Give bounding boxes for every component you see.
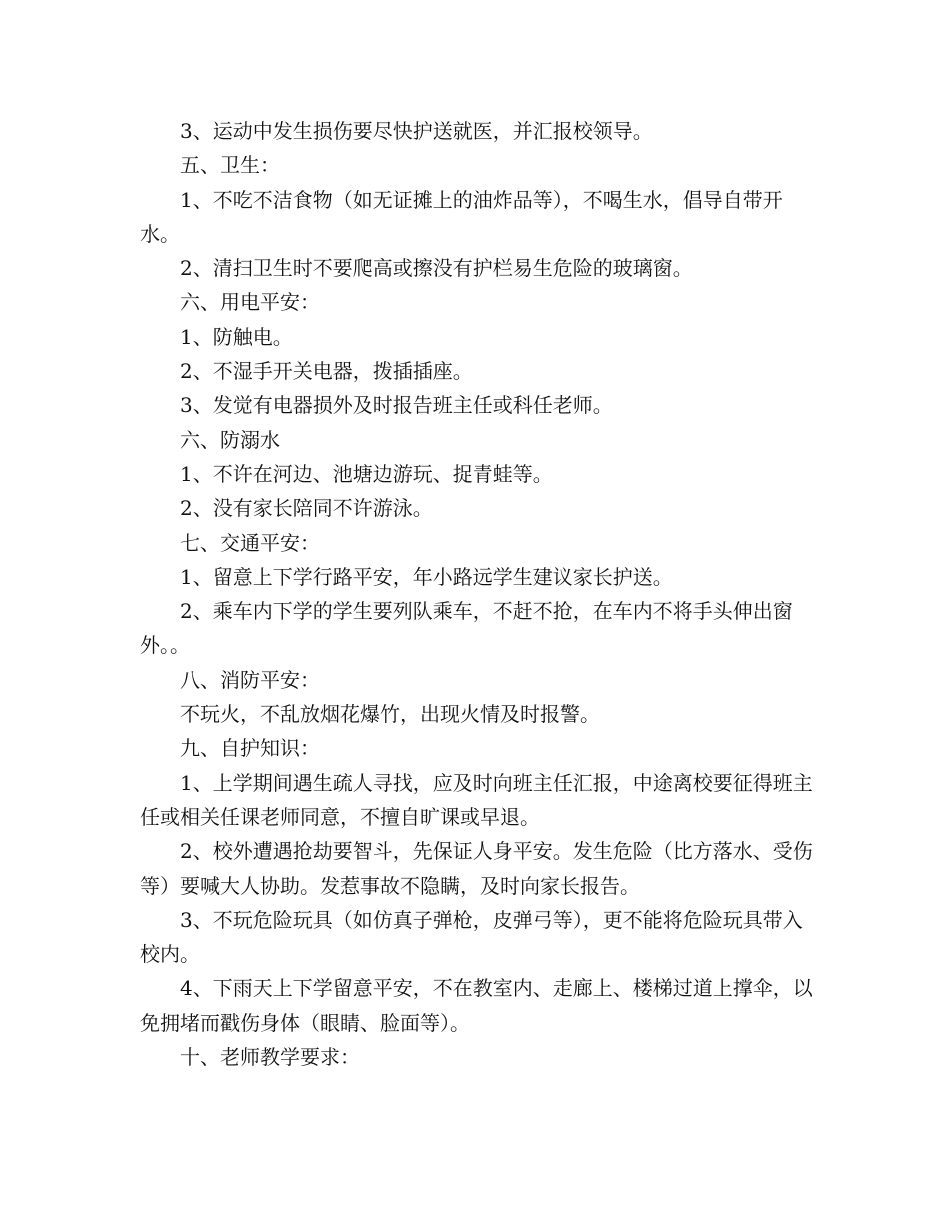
paragraph-13: 1、留意上下学行路平安，年小路远学生建议家长护送。	[180, 564, 673, 589]
paragraph-21: 4、下雨天上下学留意平安，不在教室内、走廊上、楼梯过道上撑伞，以免拥堵而戳伤身体（眼睛、脸面等）。	[140, 976, 813, 1035]
section-heading-fire: 八、消防平安：	[180, 667, 320, 692]
section-heading-electric-safety: 六、用电平安：	[180, 290, 320, 315]
paragraph-18: 1、上学期间遇生疏人寻找，应及时向班主任汇报，中途离校要征得班主任或相关任课老师同意，不擅自旷课或早退。	[140, 770, 813, 829]
section-heading-self-protection: 九、自护知识：	[180, 736, 320, 761]
paragraph-11: 2、没有家长陪同不许游泳。	[180, 496, 433, 521]
paragraph-6: 1、防触电。	[180, 324, 293, 349]
paragraph-20: 3、不玩危险玩具（如仿真子弹枪，皮弹弓等），更不能将危险玩具带入校内。	[140, 907, 803, 967]
section-heading-traffic: 七、交通平安：	[180, 530, 320, 555]
paragraph-8: 3、发觉有电器损外及时报告班主任或科任老师。	[180, 393, 613, 418]
paragraph-3: 1、不吃不洁食物（如无证摊上的油炸品等），不喝生水，倡导自带开水。	[140, 187, 783, 246]
paragraph-1: 3、运动中发生损伤要尽快护送就医，并汇报校领导。	[180, 119, 653, 143]
document-body	[140, 114, 820, 1074]
section-heading-drowning: 六、防溺水	[180, 427, 280, 452]
paragraph-16: 不玩火，不乱放烟花爆竹，出现火情及时报警。	[180, 702, 600, 727]
paragraph-7: 2、不湿手开关电器，拨插插座。	[180, 359, 473, 384]
paragraph-14: 2、乘车内下学的学生要列队乘车，不赶不抢，在车内不将手头伸出窗外。。	[140, 599, 793, 658]
paragraph-4: 2、清扫卫生时不要爬高或擦没有护栏易生危险的玻璃窗。	[180, 256, 693, 281]
paragraph-19: 2、校外遭遇抢劫要智斗，先保证人身平安。发生危险（比方落水、受伤等）要喊大人协助。发惹事故不隐瞒，及时向家长报告。	[140, 839, 813, 898]
section-heading-teaching: 十、老师教学要求：	[180, 1045, 360, 1070]
section-heading-hygiene: 五、卫生：	[180, 153, 280, 178]
paragraph-10: 1、不许在河边、池塘边游玩、捉青蛙等。	[180, 461, 553, 486]
